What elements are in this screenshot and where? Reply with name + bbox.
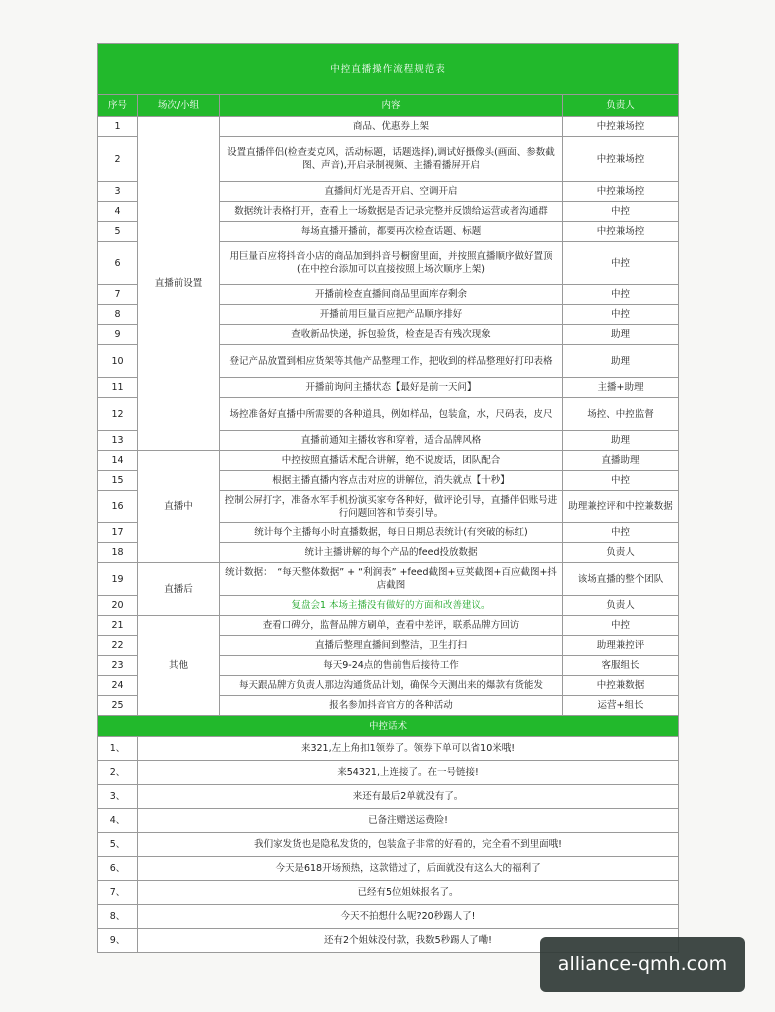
script-text: 今天是618开场预热，这款错过了，后面就没有这么大的福利了 — [138, 857, 679, 881]
row-content: 每场直播开播前，都要再次检查话题、标题 — [220, 222, 563, 242]
row-number: 8 — [98, 305, 138, 325]
row-owner: 中控兼场控 — [563, 182, 679, 202]
row-content: 开播前检查直播间商品里面库存剩余 — [220, 285, 563, 305]
row-content: 中控按照直播话术配合讲解，绝不说废话，团队配合 — [220, 451, 563, 471]
row-owner: 助理 — [563, 431, 679, 451]
row-number: 17 — [98, 523, 138, 543]
row-owner: 中控兼场控 — [563, 222, 679, 242]
row-content: 统计主播讲解的每个产品的feed投放数据 — [220, 543, 563, 563]
row-number: 10 — [98, 345, 138, 378]
row-number: 22 — [98, 636, 138, 656]
script-row — [98, 809, 679, 833]
row-number: 3 — [98, 182, 138, 202]
script-number: 2、 — [98, 761, 138, 785]
row-number: 21 — [98, 616, 138, 636]
row-number: 5 — [98, 222, 138, 242]
row-owner: 中控 — [563, 202, 679, 222]
row-owner: 主播+助理 — [563, 378, 679, 398]
header-num: 序号 — [98, 95, 138, 117]
row-content: 直播前通知主播妆容和穿着，适合品牌风格 — [220, 431, 563, 451]
row-owner: 助理 — [563, 345, 679, 378]
row-owner: 负责人 — [563, 596, 679, 616]
table-row — [98, 451, 679, 471]
script-text: 来321,左上角扣1领券了。领券下单可以省10米哦! — [138, 737, 679, 761]
script-row — [98, 785, 679, 809]
row-owner: 中控 — [563, 471, 679, 491]
row-number: 1 — [98, 117, 138, 137]
row-content: 用巨量百应将抖音小店的商品加到抖音号橱窗里面，并按照直播顺序做好置顶(在中控台添加可以直接按照上场次顺序上架) — [220, 242, 563, 285]
script-text: 今天不拍想什么呢?20秒踢人了! — [138, 905, 679, 929]
script-row — [98, 833, 679, 857]
phase-cell: 直播中 — [138, 451, 220, 563]
script-row — [98, 737, 679, 761]
script-text: 还有2个姐妹没付款，我数5秒踢人了嘞! — [138, 929, 679, 953]
script-text: 已经有5位姐妹报名了。 — [138, 881, 679, 905]
row-content: 商品、优惠券上架 — [220, 117, 563, 137]
row-number: 24 — [98, 676, 138, 696]
row-owner: 负责人 — [563, 543, 679, 563]
row-content: 直播后整理直播间到整洁，卫生打扫 — [220, 636, 563, 656]
row-number: 23 — [98, 656, 138, 676]
header-phase: 场次/小组 — [138, 95, 220, 117]
script-row — [98, 905, 679, 929]
row-content: 根据主播直播内容点击对应的讲解位，消失就点【十秒】 — [220, 471, 563, 491]
row-number: 25 — [98, 696, 138, 716]
row-content: 查看口碑分，监督品牌方刷单，查看中差评，联系品牌方回访 — [220, 616, 563, 636]
row-number: 4 — [98, 202, 138, 222]
row-owner: 中控 — [563, 305, 679, 325]
title-row — [98, 44, 679, 95]
row-content: 登记产品放置到相应货架等其他产品整理工作，把收到的样品整理好打印表格 — [220, 345, 563, 378]
row-content: 控制公屏打字，准备水军手机扮演买家夸各种好，做评论引导，直播伴侣账号进行问题回答和节奏引导。 — [220, 491, 563, 523]
header-owner: 负责人 — [563, 95, 679, 117]
script-number: 1、 — [98, 737, 138, 761]
row-owner: 运营+组长 — [563, 696, 679, 716]
script-text: 来还有最后2单就没有了。 — [138, 785, 679, 809]
script-row — [98, 857, 679, 881]
phase-cell: 其他 — [138, 616, 220, 716]
script-text: 我们家发货也是隐私发货的，包装盒子非常的好看的，完全看不到里面哦! — [138, 833, 679, 857]
row-owner: 中控 — [563, 616, 679, 636]
watermark: alliance-qmh.com — [540, 937, 745, 992]
row-owner: 助理兼控评和中控兼数据 — [563, 491, 679, 523]
row-number: 14 — [98, 451, 138, 471]
table-row — [98, 616, 679, 636]
row-owner: 客服组长 — [563, 656, 679, 676]
row-owner: 中控 — [563, 242, 679, 285]
row-content: 每天9-24点的售前售后接待工作 — [220, 656, 563, 676]
script-row — [98, 761, 679, 785]
row-number: 6 — [98, 242, 138, 285]
row-number: 15 — [98, 471, 138, 491]
row-owner: 助理兼控评 — [563, 636, 679, 656]
script-number: 4、 — [98, 809, 138, 833]
row-content: 查收新品快递，拆包验货，检查是否有残次现象 — [220, 325, 563, 345]
page-title: 中控直播操作流程规范表 — [98, 44, 679, 95]
section-title: 中控话术 — [98, 716, 679, 737]
script-number: 9、 — [98, 929, 138, 953]
table-row — [98, 563, 679, 596]
row-content: 数据统计表格打开，查看上一场数据是否记录完整并反馈给运营或者沟通群 — [220, 202, 563, 222]
row-owner: 直播助理 — [563, 451, 679, 471]
row-number: 13 — [98, 431, 138, 451]
script-number: 6、 — [98, 857, 138, 881]
row-number: 16 — [98, 491, 138, 523]
row-owner: 该场直播的整个团队 — [563, 563, 679, 596]
row-content: 开播前用巨量百应把产品顺序排好 — [220, 305, 563, 325]
row-content: 统计每个主播每小时直播数据，每日日期总表统计(有突破的标红) — [220, 523, 563, 543]
row-owner: 中控兼数据 — [563, 676, 679, 696]
script-text: 已备注赠送运费险! — [138, 809, 679, 833]
row-number: 11 — [98, 378, 138, 398]
row-number: 19 — [98, 563, 138, 596]
row-number: 18 — [98, 543, 138, 563]
phase-cell: 直播前设置 — [138, 117, 220, 451]
table-row — [98, 117, 679, 137]
row-owner: 中控 — [563, 285, 679, 305]
row-owner: 中控兼场控 — [563, 117, 679, 137]
process-table — [97, 43, 679, 953]
script-number: 5、 — [98, 833, 138, 857]
row-content: 开播前询问主播状态【最好是前一天问】 — [220, 378, 563, 398]
script-number: 8、 — [98, 905, 138, 929]
row-content: 直播间灯光是否开启、空调开启 — [220, 182, 563, 202]
script-number: 3、 — [98, 785, 138, 809]
row-content: 场控准备好直播中所需要的各种道具，例如样品，包装盒，水，尺码表，皮尺 — [220, 398, 563, 431]
phase-cell: 直播后 — [138, 563, 220, 616]
row-owner: 中控 — [563, 523, 679, 543]
row-number: 9 — [98, 325, 138, 345]
row-owner: 中控兼场控 — [563, 137, 679, 182]
row-content: 统计数据： “每天整体数据” + “利润表” +feed截图+豆荚截图+百应截图+抖店截图 — [220, 563, 563, 596]
row-number: 20 — [98, 596, 138, 616]
row-content: 设置直播伴侣(检查麦克风，活动标题，话题选择),调试好摄像头(画面、参数截图、声音),开启录制视频、主播看播屏开启 — [220, 137, 563, 182]
script-row — [98, 881, 679, 905]
header-content: 内容 — [220, 95, 563, 117]
row-content: 复盘会1 本场主播没有做好的方面和改善建议。 — [220, 596, 563, 616]
row-content: 报名参加抖音官方的各种活动 — [220, 696, 563, 716]
row-number: 7 — [98, 285, 138, 305]
script-number: 7、 — [98, 881, 138, 905]
row-content: 每天跟品牌方负责人那边沟通货品计划，确保今天测出来的爆款有货能发 — [220, 676, 563, 696]
row-owner: 场控、中控监督 — [563, 398, 679, 431]
header-row — [98, 95, 679, 117]
row-owner: 助理 — [563, 325, 679, 345]
row-number: 12 — [98, 398, 138, 431]
section-row — [98, 716, 679, 737]
row-number: 2 — [98, 137, 138, 182]
script-text: 来54321,上连接了。在一号链接! — [138, 761, 679, 785]
